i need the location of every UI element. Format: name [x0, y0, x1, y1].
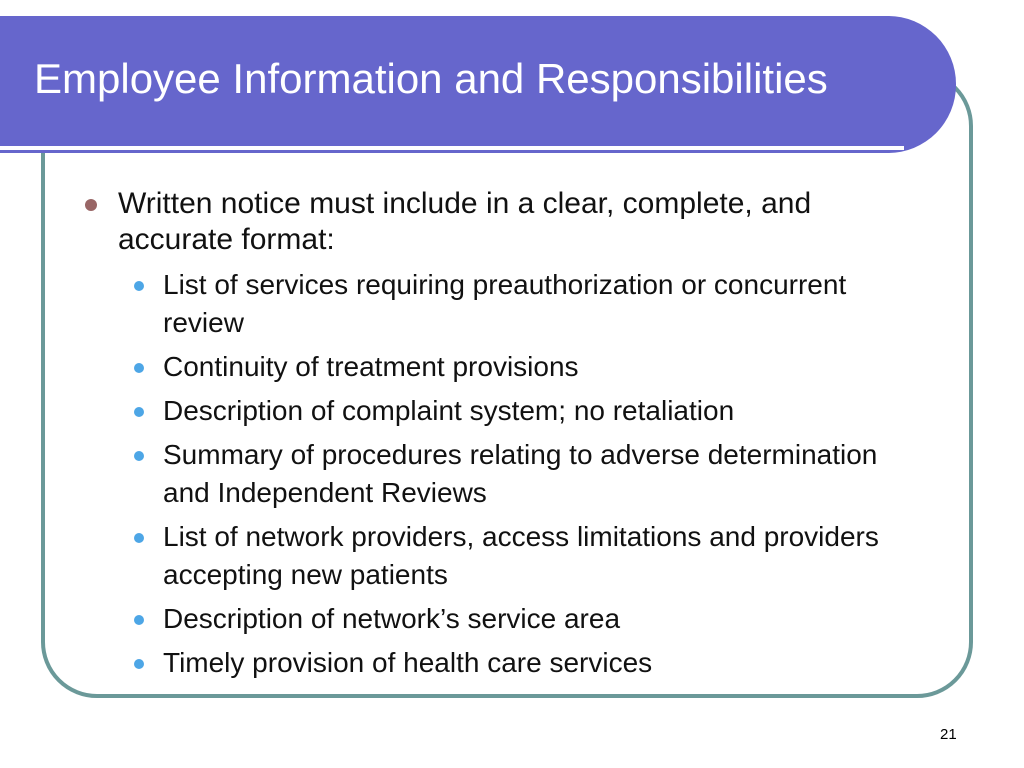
sub-bullet-dot-icon — [134, 363, 144, 373]
page-number: 21 — [940, 726, 957, 743]
sub-bullet-text: Description of network’s service area — [163, 603, 621, 634]
bullet-list — [80, 186, 930, 688]
sub-bullet-text: Summary of procedures relating to adverse determination and Independent Reviews — [163, 439, 878, 508]
sub-bullet-dot-icon — [134, 615, 144, 625]
main-bullet-item — [80, 186, 930, 682]
sub-bullet-text: Timely provision of health care services — [163, 647, 653, 678]
sub-bullet-item — [118, 392, 930, 430]
sub-bullet-text: Continuity of treatment provisions — [163, 351, 579, 382]
sub-bullet-text: List of network providers, access limitations and providers accepting new patients — [163, 521, 879, 590]
sub-bullet-dot-icon — [134, 281, 144, 291]
sub-bullet-dot-icon — [134, 659, 144, 669]
sub-bullet-item — [118, 600, 930, 638]
sub-bullet-item — [118, 266, 930, 342]
sub-bullet-text: Description of complaint system; no retaliation — [163, 395, 735, 426]
sub-bullet-item — [118, 436, 930, 512]
sub-bullet-item — [118, 644, 930, 682]
sub-bullet-list — [118, 266, 930, 682]
sub-bullet-dot-icon — [134, 533, 144, 543]
title-underline — [0, 146, 904, 150]
sub-bullet-dot-icon — [134, 407, 144, 417]
main-bullet-text: Written notice must include in a clear, complete, and accurate format: — [118, 187, 812, 256]
sub-bullet-item — [118, 348, 930, 386]
sub-bullet-item — [118, 518, 930, 594]
slide-title: Employee Information and Responsibilities — [34, 55, 828, 102]
sub-bullet-dot-icon — [134, 451, 144, 461]
bullet-dot-icon — [85, 199, 97, 211]
sub-bullet-text: List of services requiring preauthorization or concurrent review — [163, 269, 847, 338]
